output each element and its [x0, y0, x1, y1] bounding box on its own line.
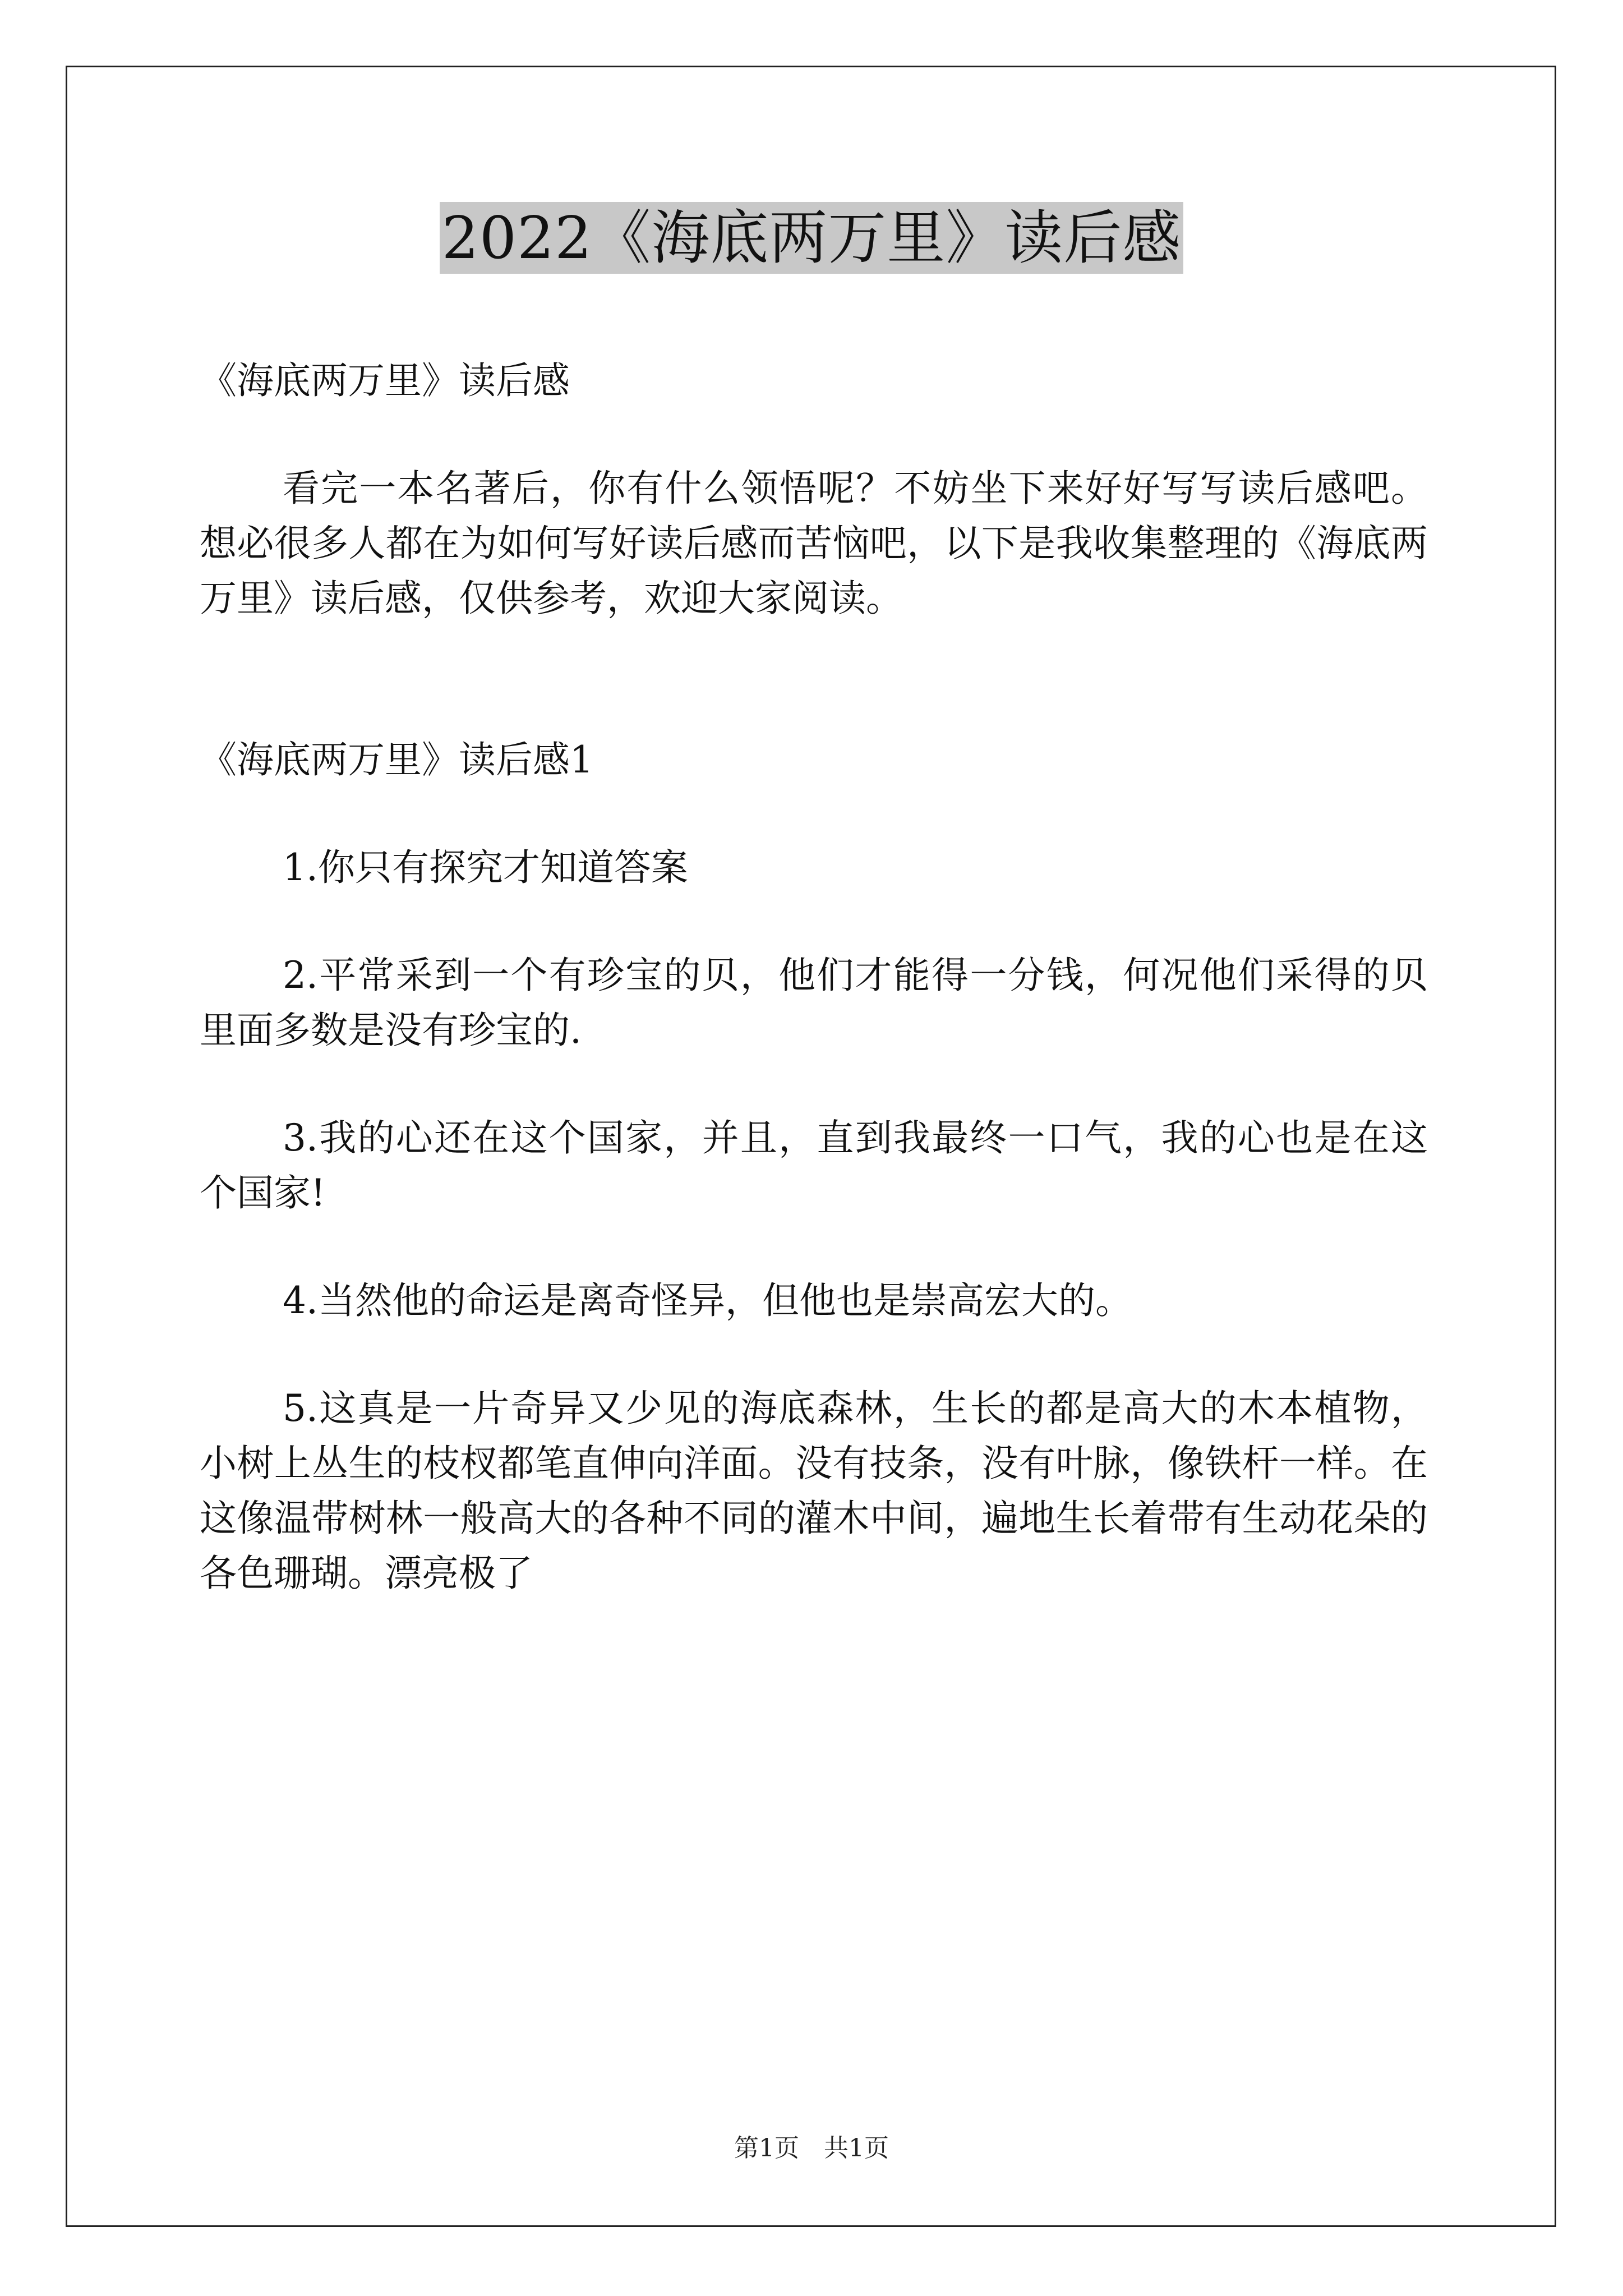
intro-paragraph: 看完一本名著后，你有什么领悟呢？不妨坐下来好好写写读后感吧。想必很多人都在为如何写好读后感而苦恼吧，以下是我收集整理的《海底两万里》读后感，仅供参考，欢迎大家阅读。	[200, 467, 1428, 620]
title-container	[0, 202, 1623, 274]
list-item: 1.你只有探究才知道答案	[283, 846, 688, 889]
list-item: 2.平常采到一个有珍宝的贝，他们才能得一分钱，何况他们采得的贝里面多数是没有珍宝的.	[200, 954, 1428, 1052]
list-item: 5.这真是一片奇异又少见的海底森林，生长的都是高大的木本植物，小树上丛生的枝杈都笔直伸向洋面。没有技条，没有叶脉，像铁杆一样。在这像温带树林一般高大的各种不同的灌木中间，遍地生长着带有生动花朵的各色珊瑚。漂亮极了	[200, 1387, 1428, 1595]
document-title: 2022《海底两万里》读后感	[440, 202, 1184, 274]
list-item: 3.我的心还在这个国家，并且，直到我最终一口气，我的心也是在这个国家!	[200, 1116, 1428, 1214]
page-footer: 第1页 共1页	[734, 2134, 889, 2162]
section-heading: 《海底两万里》读后感1	[200, 738, 593, 781]
intro-heading: 《海底两万里》读后感	[200, 359, 570, 402]
document-body	[200, 353, 1428, 1654]
section-spacer	[200, 679, 1428, 733]
list-item: 4.当然他的命运是离奇怪异，但他也是崇高宏大的。	[283, 1279, 1132, 1322]
